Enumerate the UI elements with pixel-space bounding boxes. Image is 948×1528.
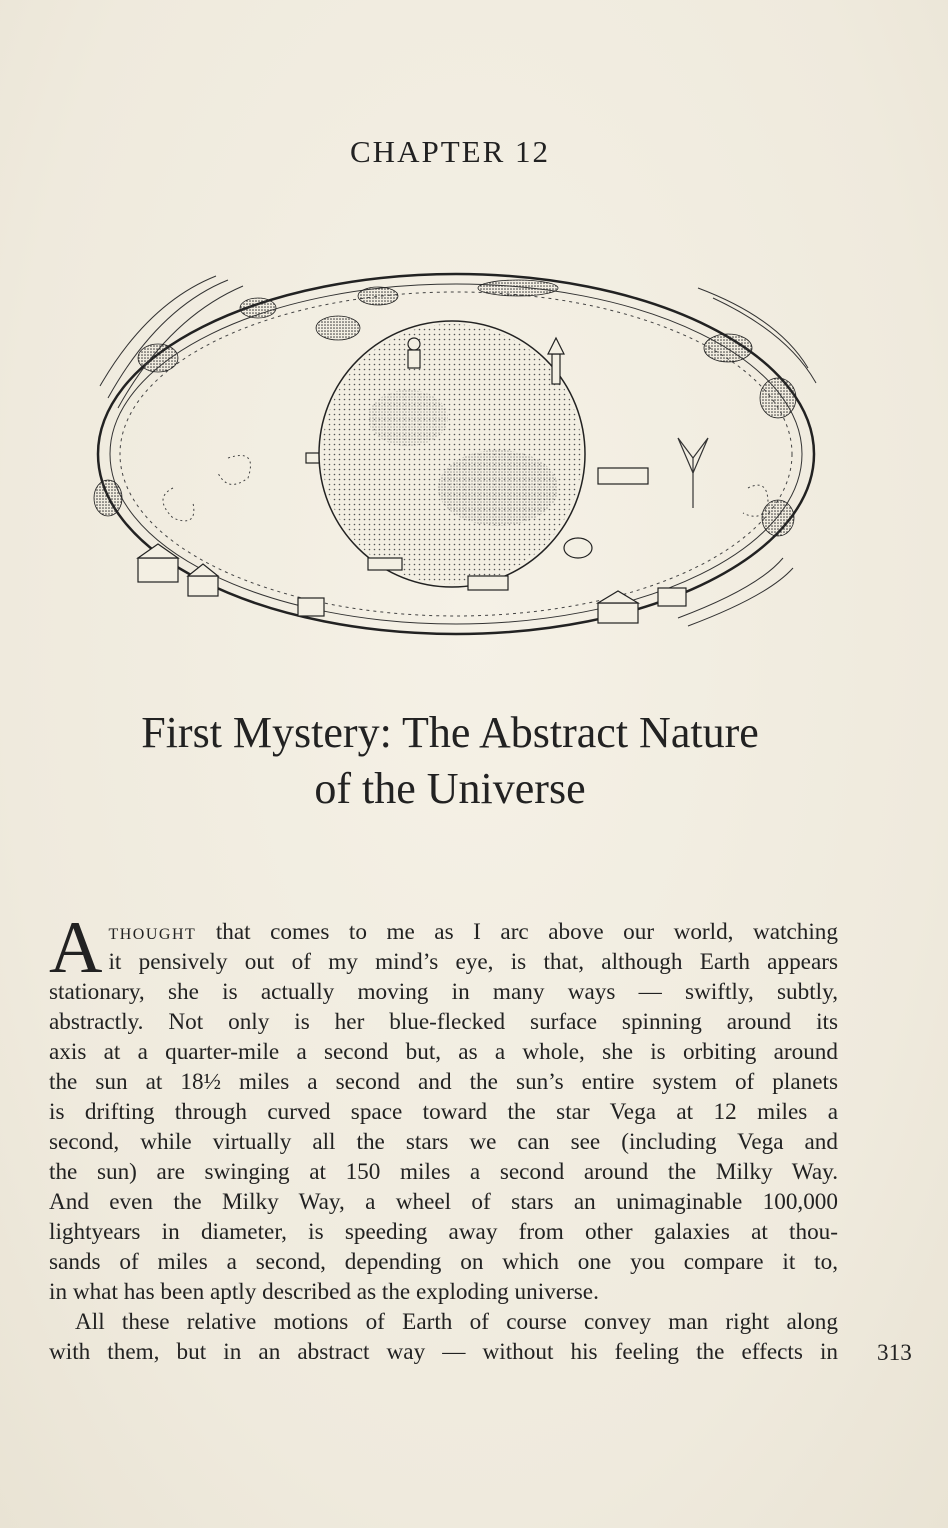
text-line: is drifting through curved space toward the star Vega at 12 miles a [49, 1099, 838, 1125]
earth-illustration [78, 258, 830, 650]
small-caps-lead: thought [108, 919, 197, 945]
text-line: the sun at 18½ miles a second and the sun’s entire system of planets [49, 1069, 838, 1095]
chapter-title-line-1: First Mystery: The Abstract Nature [141, 708, 759, 757]
text-line: it pensively out of my mind’s eye, is that, although Earth appears [108, 949, 838, 975]
chapter-title [50, 705, 850, 817]
text-line: with them, but in an abstract way — without his feeling the effects in [49, 1339, 838, 1365]
text-line: abstractly. Not only is her blue-flecked surface spinning around its [49, 1009, 838, 1035]
text-line: the sun) are swinging at 150 miles a second around the Milky Way. [49, 1159, 838, 1185]
text-line: axis at a quarter-mile a second but, as a whole, she is orbiting around [49, 1039, 838, 1065]
paragraph-2 [49, 1307, 838, 1367]
text-line: And even the Milky Way, a wheel of stars an unimaginable 100,000 [49, 1189, 838, 1215]
text-fragment: that comes to me as I arc above our world, watching [196, 919, 838, 945]
text-line: All these relative motions of Earth of course convey man right along [75, 1309, 838, 1335]
chapter-title-line-2: of the Universe [314, 764, 586, 813]
text-line: in what has been aptly described as the exploding universe. [49, 1279, 599, 1305]
body-text [49, 907, 838, 1367]
page-number: 313 [877, 1340, 912, 1366]
text-line: sands of miles a second, depending on which one you compare it to, [49, 1249, 838, 1275]
text-line [49, 917, 838, 947]
chapter-heading: CHAPTER 12 [350, 134, 550, 169]
paragraph-1 [49, 907, 838, 1307]
text-line: second, while virtually all the stars we can see (including Vega and [49, 1129, 838, 1155]
text-line: stationary, she is actually moving in many ways — swiftly, subtly, [49, 979, 838, 1005]
drop-cap: A [49, 907, 103, 989]
text-line: lightyears in diameter, is speeding away from other galaxies at thou- [49, 1219, 838, 1245]
